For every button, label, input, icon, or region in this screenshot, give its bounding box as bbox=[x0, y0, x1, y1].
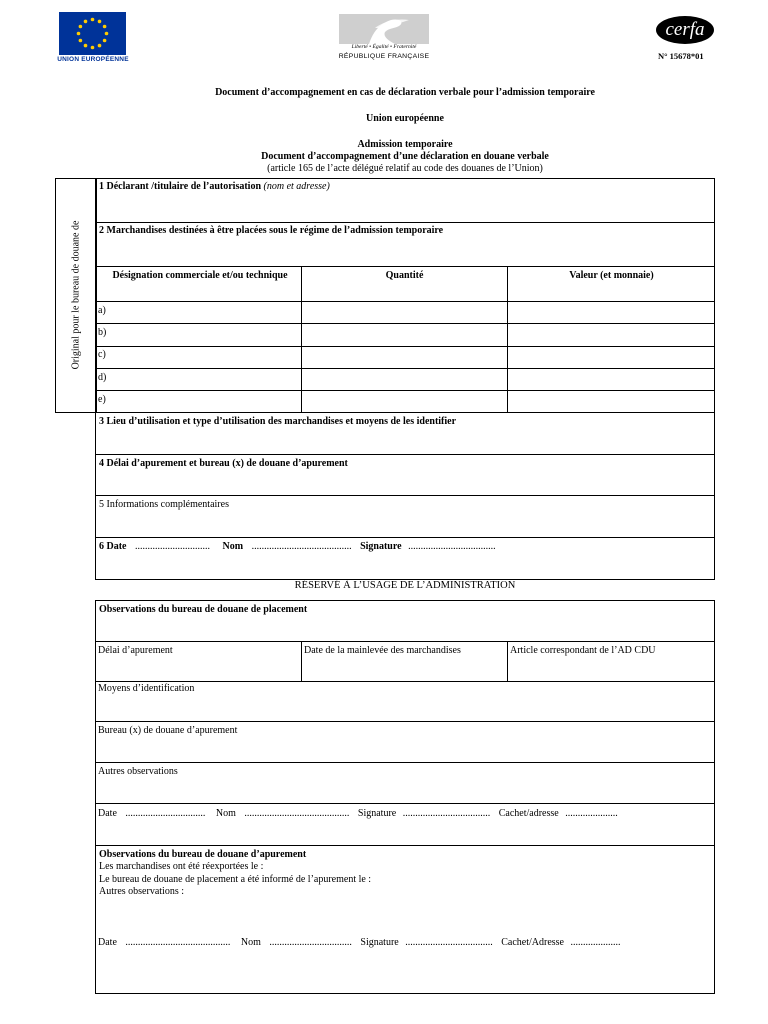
union-title: Union européenne bbox=[366, 113, 444, 124]
reexport-line: Les marchandises ont été réexportées le : bbox=[99, 861, 264, 872]
rf-motto: Liberté • Égalité • Fraternité bbox=[351, 44, 417, 50]
delai-label: Délai d’apurement bbox=[98, 645, 173, 656]
section-3-label: 3 Lieu d’utilisation et type d’utilisation des marchandises et moyens de les identifier bbox=[99, 416, 457, 427]
article-label: Article correspondant de l’AD CDU bbox=[510, 645, 656, 656]
marianne-logo bbox=[339, 14, 429, 44]
cerfa-number: N° 15678*01 bbox=[658, 51, 704, 61]
col-valeur: Valeur (et monnaie) bbox=[569, 270, 654, 281]
autres-line: Autres observations : bbox=[99, 886, 184, 897]
col-quantite: Quantité bbox=[385, 270, 424, 281]
table-row: c) bbox=[98, 349, 106, 360]
autres-label: Autres observations bbox=[98, 766, 178, 777]
apurement-signature-row: Date .......................................... Nom ................................. Signature ................................... Cachet/Adresse .................... bbox=[98, 937, 621, 948]
moyens-label: Moyens d’identification bbox=[98, 683, 195, 694]
article-reference: (article 165 de l’acte délégué relatif au code des douanes de l’Union) bbox=[267, 163, 543, 174]
admin-form bbox=[95, 600, 715, 994]
side-label: Original pour le bureau de douane de bbox=[70, 220, 81, 370]
eu-label: UNION EUROPÉENNE bbox=[57, 56, 129, 63]
mainlevee-label: Date de la mainlevée des marchandises bbox=[304, 645, 461, 656]
section-5-label: 5 Informations complémentaires bbox=[99, 499, 229, 510]
obs-apurement-label: Observations du bureau de douane d’apurement bbox=[99, 849, 307, 860]
declaration-form bbox=[95, 178, 715, 580]
cerfa-logo: cerfa bbox=[656, 16, 714, 44]
main-title: Document d’accompagnement en cas de déclaration verbale pour l’admission temporaire bbox=[215, 87, 595, 98]
col-designation: Désignation commerciale et/ou technique bbox=[112, 270, 288, 281]
declarant-field[interactable] bbox=[96, 194, 714, 221]
section-1-label: 1 Déclarant /titulaire de l’autorisation (nom et adresse) bbox=[99, 181, 330, 192]
section-2-label: 2 Marchandises destinées à être placées sous le régime de l’admission temporaire bbox=[99, 225, 444, 236]
section-4-label: 4 Délai d’apurement et bureau (x) de douane d’apurement bbox=[99, 458, 348, 469]
informe-line: Le bureau de douane de placement a été informé de l’apurement le : bbox=[99, 874, 372, 885]
admission-title: Admission temporaire bbox=[357, 139, 453, 150]
document-title: Document d’accompagnement d’une déclaration en douane verbale bbox=[261, 151, 549, 162]
bureau-label: Bureau (x) de douane d’apurement bbox=[98, 725, 238, 736]
admin-signature-row: Date ................................ Nom .......................................... Signature ................................... Cachet/adresse ..................... bbox=[98, 808, 618, 819]
table-row: a) bbox=[98, 305, 106, 316]
rf-name: RÉPUBLIQUE FRANÇAISE bbox=[338, 53, 430, 60]
table-row: e) bbox=[98, 394, 106, 405]
admin-header: RÉSERVÉ À L’USAGE DE L’ADMINISTRATION bbox=[294, 580, 516, 591]
eu-flag-logo bbox=[59, 12, 126, 55]
table-row: b) bbox=[98, 327, 107, 338]
obs-placement-label: Observations du bureau de douane de placement bbox=[99, 604, 308, 615]
section-6-row: 6 Date .............................. Nom ........................................ Signature ................................... bbox=[99, 541, 496, 552]
table-row: d) bbox=[98, 372, 107, 383]
